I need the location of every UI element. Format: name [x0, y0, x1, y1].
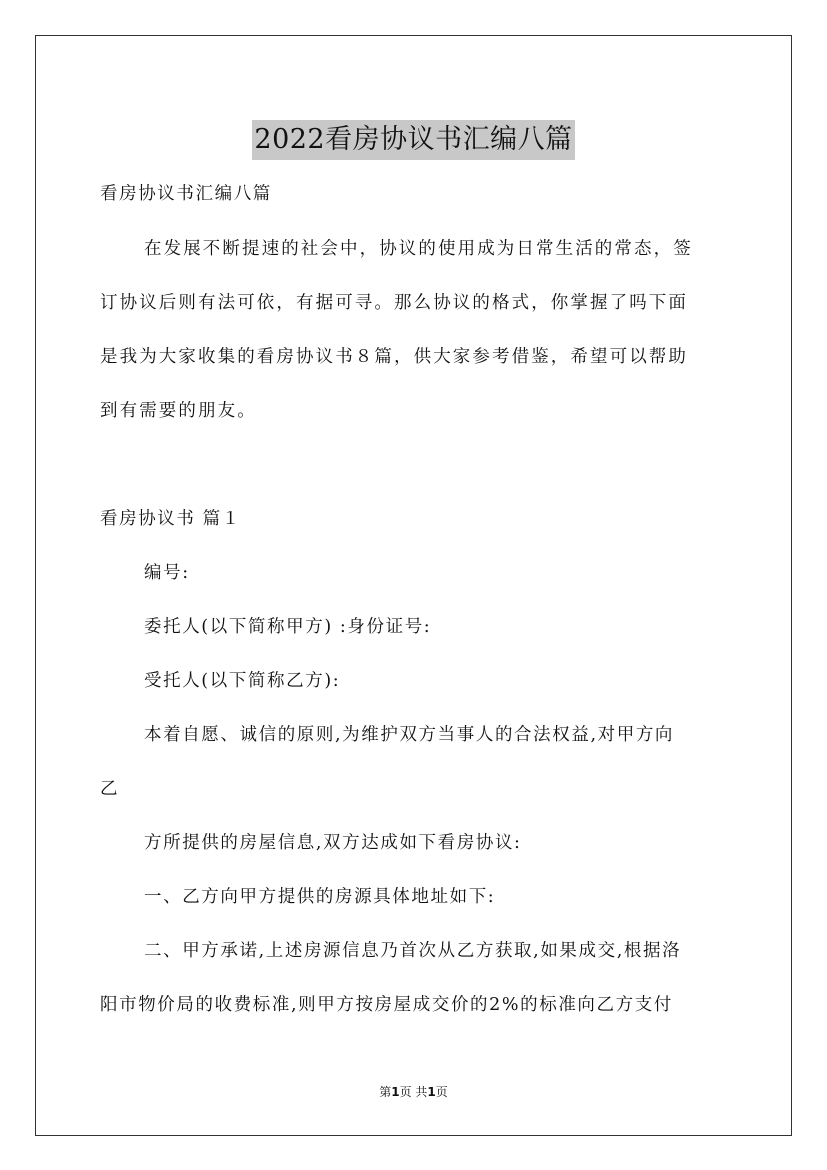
intro-line-1: 在发展不断提速的社会中，协议的使用成为日常生活的常态，签	[144, 239, 693, 259]
body-line-8: 二、甲方承诺,上述房源信息乃首次从乙方获取,如果成交,根据洛	[144, 941, 682, 961]
body-line-4: 本着自愿、诚信的原则,为维护双方当事人的合法权益,对甲方向	[144, 725, 675, 745]
page-footer	[0, 1083, 827, 1100]
intro-line-4: 到有需要的朋友。	[100, 401, 257, 421]
footer-mid: 页 共	[399, 1085, 428, 1099]
body-line-6: 方所提供的房屋信息,双方达成如下看房协议:	[144, 833, 522, 853]
document-subtitle: 看房协议书汇编八篇	[100, 184, 272, 204]
section-heading: 看房协议书 篇１	[100, 509, 241, 529]
intro-line-3: 是我为大家收集的看房协议书８篇，供大家参考借鉴，希望可以帮助	[100, 347, 688, 367]
body-line-1: 编号:	[144, 563, 190, 583]
body-line-3: 受托人(以下简称乙方):	[144, 671, 341, 691]
body-line-9: 阳市物价局的收费标准,则甲方按房屋成交价的2%的标准向乙方支付	[100, 995, 673, 1015]
footer-total-pages: 1	[427, 1085, 436, 1099]
intro-line-2: 订协议后则有法可依，有据可寻。那么协议的格式，你掌握了吗下面	[100, 293, 688, 313]
body-line-7: 一、乙方向甲方提供的房源具体地址如下:	[144, 887, 496, 907]
body-line-5: 乙	[100, 779, 120, 799]
body-line-2: 委托人(以下简称甲方) :身份证号:	[144, 617, 432, 637]
footer-prefix: 第	[379, 1085, 392, 1099]
footer-suffix: 页	[435, 1085, 448, 1099]
footer-page-number: 1	[391, 1085, 400, 1099]
title-container	[0, 102, 827, 178]
document-title: 2022看房协议书汇编八篇	[252, 120, 574, 160]
